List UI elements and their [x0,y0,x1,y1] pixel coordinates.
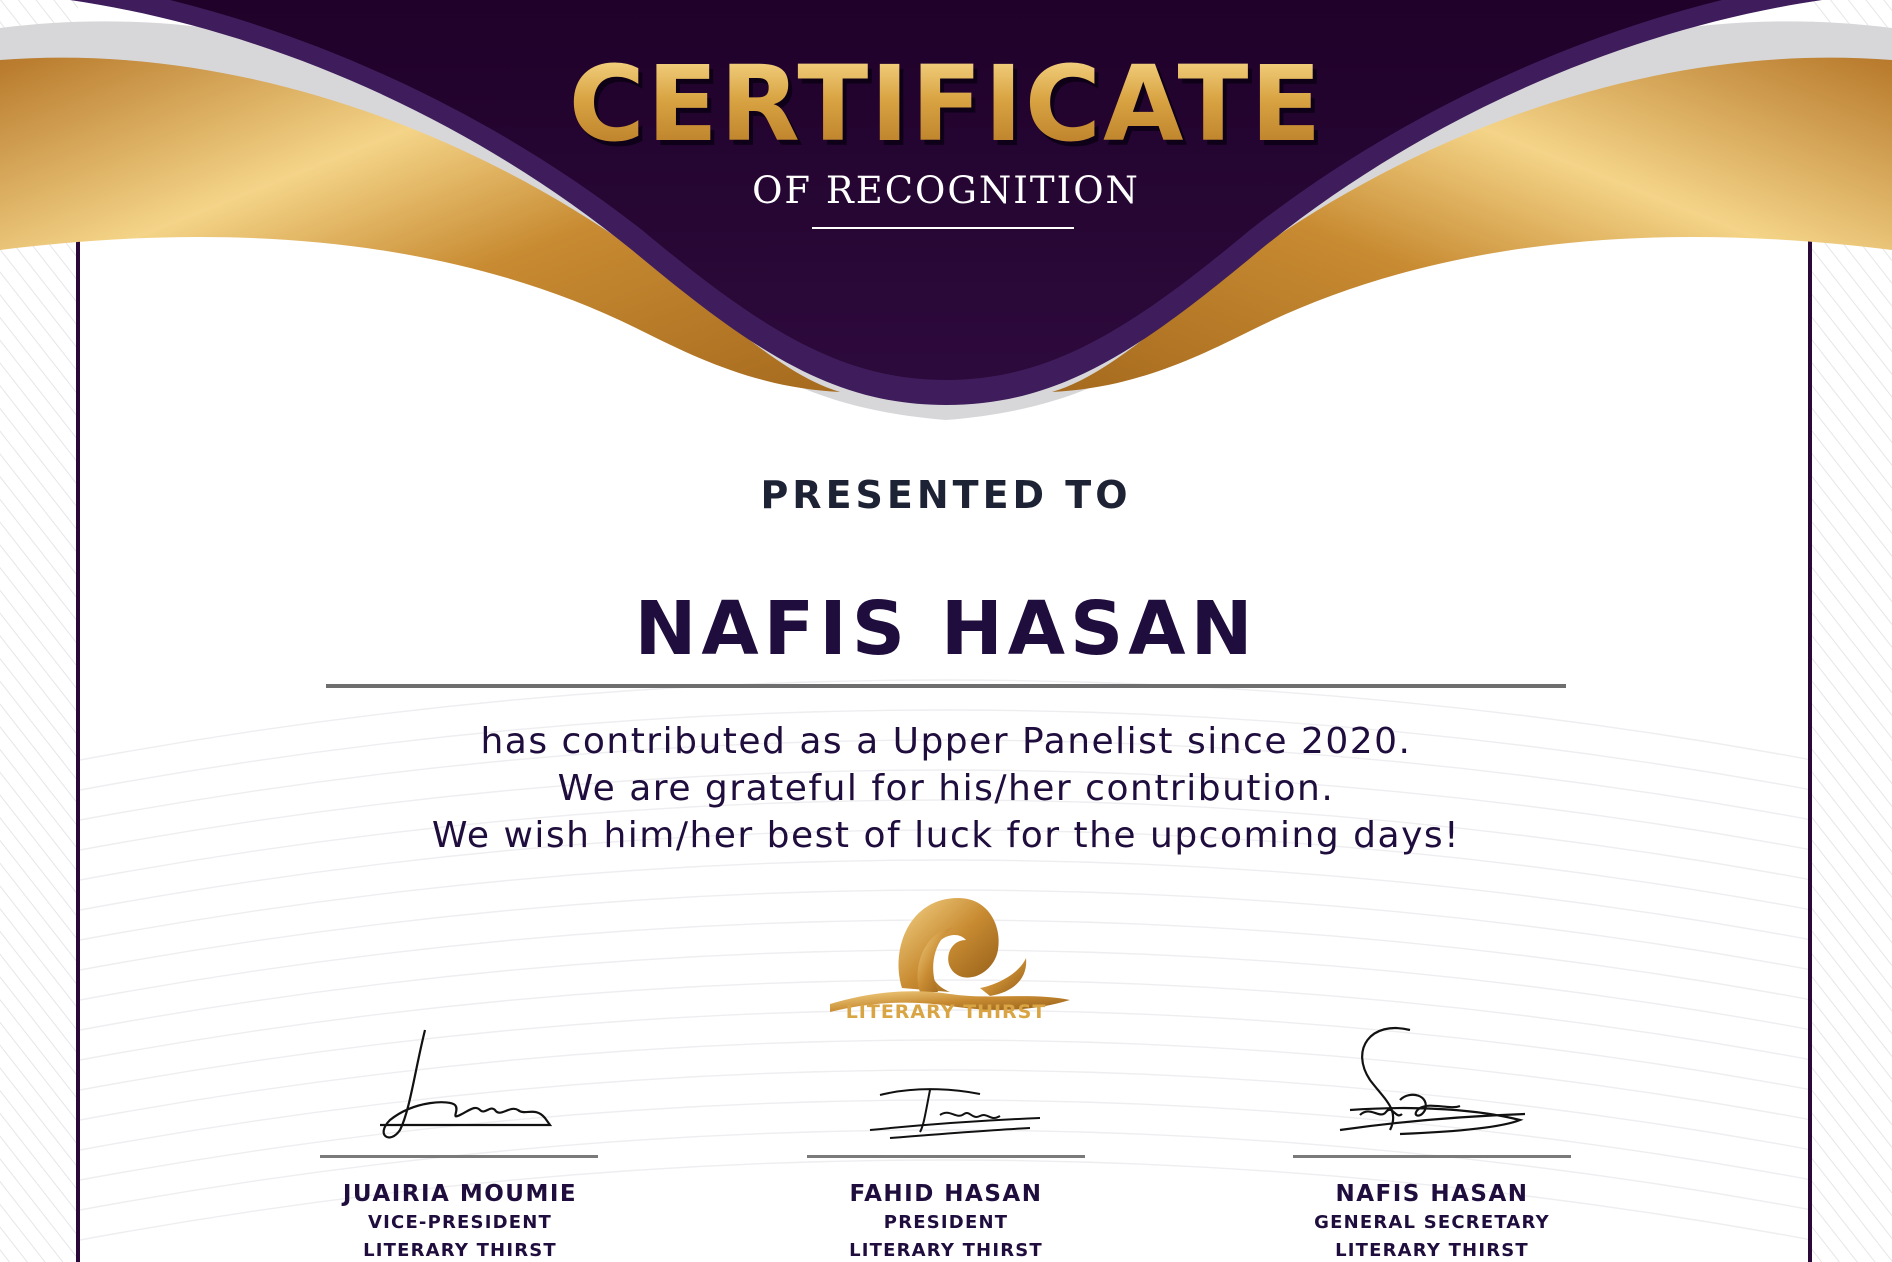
signature-2 [860,1070,1050,1150]
signature-1 [370,1010,570,1150]
logo-wordmark: LITERARY THIRST [845,1001,1047,1023]
signatory-role-1: VICE-PRESIDENT [368,1212,552,1233]
signature-3 [1330,1010,1530,1170]
signatory-org-2: LITERARY THIRST [849,1240,1043,1261]
signatory-role-2: PRESIDENT [883,1212,1009,1233]
body-line-2: We are grateful for his/her contribution. [557,768,1335,809]
body-line-1: has contributed as a Upper Panelist since 2020. [480,721,1412,762]
signatory-org-3: LITERARY THIRST [1335,1240,1529,1261]
subtitle-underline [812,227,1074,229]
signature-line-1 [320,1155,598,1158]
signature-line-2 [807,1155,1085,1158]
body-line-3: We wish him/her best of luck for the upcoming days! [431,815,1461,856]
certificate-body [0,718,1892,859]
signatory-name-1: JUAIRIA MOUMIE [342,1181,578,1207]
signatory-name-2: FAHID HASAN [849,1181,1043,1207]
presented-to-label: PRESENTED TO [760,473,1132,517]
signatory-name-3: NAFIS HASAN [1335,1181,1529,1207]
signatory-role-3: GENERAL SECRETARY [1314,1212,1550,1233]
signatory-org-1: LITERARY THIRST [363,1240,557,1261]
recipient-underline [326,684,1566,688]
certificate-title: CERTIFICATE [0,52,1892,156]
signature-line-3 [1293,1155,1571,1158]
recipient-name: NAFIS HASAN [634,586,1258,672]
certificate-subtitle: OF RECOGNITION [752,169,1140,212]
